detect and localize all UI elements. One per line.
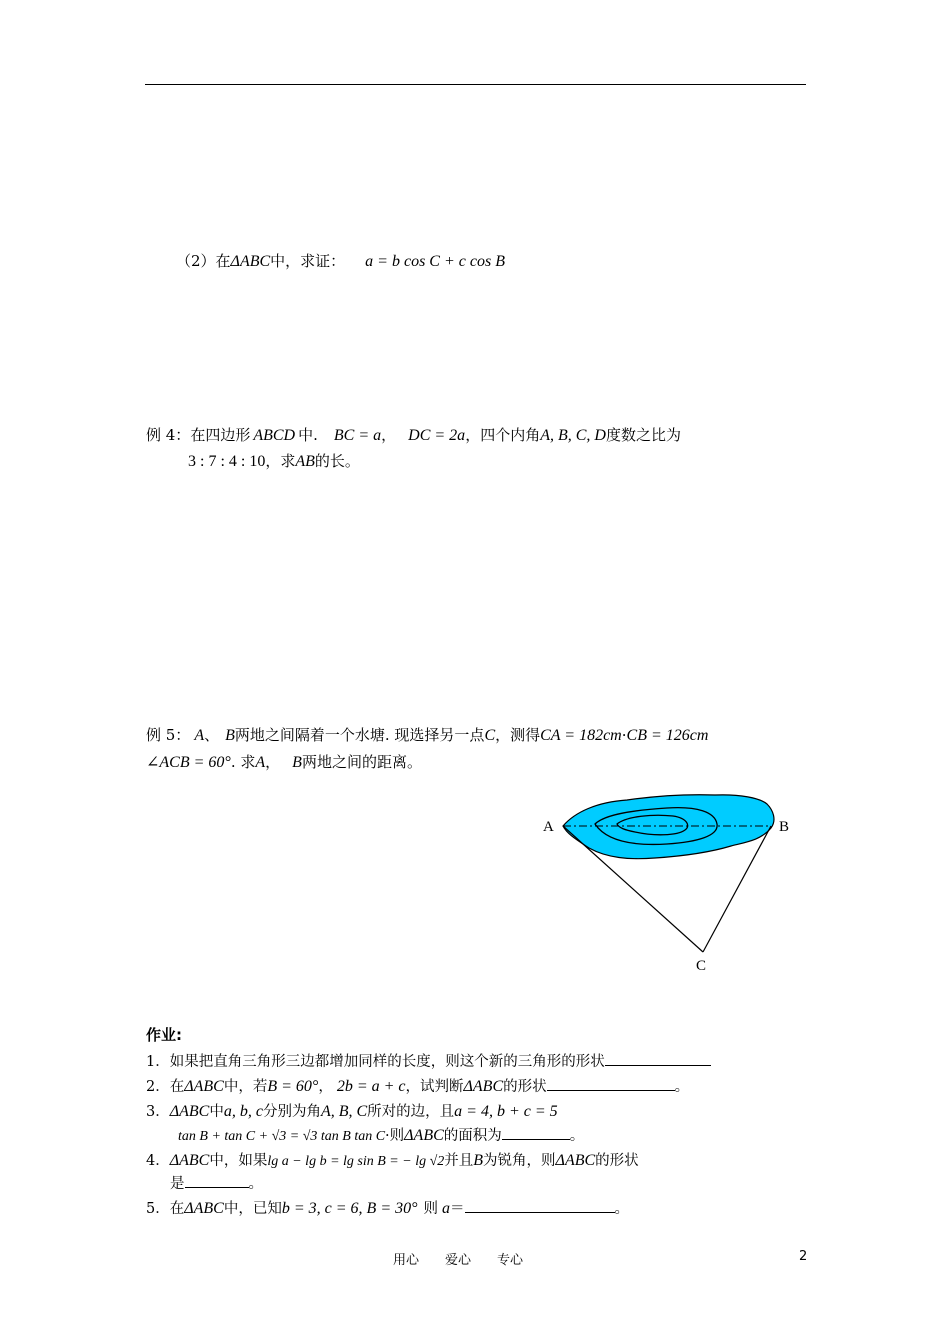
ex4-text: 的长。 bbox=[314, 452, 360, 470]
ex5-line1 bbox=[146, 724, 708, 745]
homework-title: 作业: bbox=[146, 1026, 182, 1044]
pond-shape bbox=[563, 795, 774, 859]
ex5-dot: · bbox=[621, 726, 627, 744]
ex5-label: 例 5： bbox=[146, 726, 191, 744]
figure-label-b: B bbox=[779, 819, 790, 835]
hw-q4-text: 为锐角，则 bbox=[483, 1153, 556, 1169]
hw-q4-triangle: ΔABC bbox=[555, 1152, 596, 1169]
ex4-line2 bbox=[188, 450, 360, 471]
hw-q2-num: 2． bbox=[146, 1079, 170, 1095]
ex5-point-a: A bbox=[194, 727, 205, 744]
hw-q3-angles: A, B, C bbox=[320, 1103, 368, 1120]
hw-q5-end: 。 bbox=[614, 1201, 630, 1217]
hw-q2-text: ，试判断 bbox=[405, 1079, 464, 1095]
hw-q3-text: 所对的边，且 bbox=[367, 1104, 455, 1120]
hw-q2-end: 。 bbox=[674, 1079, 690, 1095]
hw-q1-blank[interactable] bbox=[605, 1050, 711, 1066]
hw-q3-end: 。 bbox=[569, 1128, 585, 1144]
ex5-text: 、 bbox=[204, 726, 220, 744]
hw-q2-eq: 2b = a + c bbox=[336, 1078, 406, 1095]
hw-q4-line1 bbox=[146, 1149, 639, 1170]
ex4-ab: AB bbox=[295, 453, 315, 470]
hw-q5-text: 中，已知 bbox=[223, 1201, 282, 1217]
hw-q2-sep: ， bbox=[318, 1079, 333, 1095]
footer-motto bbox=[393, 1249, 523, 1268]
ex5-ca: CA = 182cm bbox=[540, 727, 622, 744]
ex5-point-b: B bbox=[292, 754, 302, 771]
ex5-line2 bbox=[146, 751, 422, 772]
hw-q3-triangle: ΔABC bbox=[404, 1127, 444, 1144]
hw-q3-num: 3． bbox=[146, 1104, 170, 1120]
part2-formula: a = b cos C + c cos B bbox=[365, 253, 505, 270]
ex4-bc: BC = a bbox=[333, 427, 382, 444]
ex4-text: ，求 bbox=[265, 452, 296, 470]
ex5-angle: ∠ACB = 60° bbox=[146, 754, 231, 771]
hw-q3-blank[interactable] bbox=[502, 1124, 570, 1140]
hw-q2-text: 在 bbox=[169, 1079, 185, 1095]
ex4-text: ，四个内角 bbox=[465, 426, 541, 444]
hw-q5-text: 则 bbox=[423, 1201, 439, 1217]
part2-triangle: ΔABC bbox=[230, 253, 271, 270]
hw-q4-line2 bbox=[170, 1172, 263, 1193]
ex5-text: ， bbox=[265, 753, 281, 771]
ex4-text: 中. bbox=[298, 426, 318, 444]
hw-q4-text: 的形状 bbox=[595, 1153, 639, 1169]
hw-q3-line2 bbox=[178, 1124, 584, 1145]
hw-q3-eq: tan B + tan C + √3 = √3 tan B tan C bbox=[178, 1129, 386, 1144]
ex5-point-c: C bbox=[484, 727, 496, 744]
hw-q3-line1 bbox=[146, 1100, 558, 1121]
hw-q5-blank[interactable] bbox=[465, 1197, 615, 1213]
ex4-angles: A, B, C, D bbox=[540, 427, 606, 444]
ex5-text: 两地之间的距离。 bbox=[301, 753, 422, 771]
footer-motto-2: 爱心 bbox=[445, 1253, 472, 1268]
hw-q5-a: a bbox=[442, 1200, 451, 1217]
hw-q2 bbox=[146, 1075, 689, 1096]
hw-q4-end: 。 bbox=[248, 1176, 263, 1192]
hw-q3-triangle: ΔABC bbox=[169, 1103, 210, 1120]
ex4-line1 bbox=[146, 424, 681, 445]
ex5-point-a: A bbox=[255, 754, 266, 771]
part2-line bbox=[176, 250, 505, 271]
hw-q4-triangle: ΔABC bbox=[169, 1152, 210, 1169]
hw-q2-angle: B = 60° bbox=[267, 1078, 319, 1095]
ex4-dc: DC = 2a bbox=[408, 427, 466, 444]
figure-label-a: A bbox=[543, 819, 554, 835]
hw-q2-triangle: ΔABC bbox=[184, 1078, 224, 1095]
ex4-sep: ， bbox=[381, 426, 397, 444]
hw-q4-angle: B bbox=[473, 1152, 484, 1169]
ex4-quad: ABCD bbox=[253, 427, 296, 444]
ex4-ratio: 3 : 7 : 4 : 10 bbox=[188, 453, 266, 470]
ex4-text: 在四边形 bbox=[190, 426, 251, 444]
ex5-text: . 求 bbox=[230, 753, 256, 771]
hw-q3-text: 分别为角 bbox=[262, 1104, 321, 1120]
hw-q2-text: 中，若 bbox=[223, 1079, 268, 1095]
hw-q5-cond: b = 3, c = 6, B = 30° bbox=[281, 1200, 418, 1217]
hw-q5-text: 在 bbox=[169, 1201, 185, 1217]
hw-q4-text: 并且 bbox=[444, 1153, 474, 1169]
ex5-text: ，测得 bbox=[495, 726, 541, 744]
ex4-text: 度数之比为 bbox=[605, 426, 681, 444]
footer-motto-1: 用心 bbox=[393, 1253, 420, 1268]
hw-q1-text: 如果把直角三角形三边都增加同样的长度，则这个新的三角形的形状 bbox=[169, 1054, 605, 1070]
pond-figure bbox=[535, 790, 805, 975]
hw-q4-num: 4． bbox=[146, 1153, 170, 1169]
ex4-label: 例 4： bbox=[146, 426, 191, 444]
hw-q1 bbox=[146, 1050, 711, 1071]
footer-motto-3: 专心 bbox=[497, 1253, 524, 1268]
hw-q5 bbox=[146, 1197, 629, 1218]
hw-q1-num: 1． bbox=[146, 1054, 170, 1070]
ex5-point-b: B bbox=[225, 727, 235, 744]
hw-q2-blank[interactable] bbox=[547, 1075, 675, 1091]
header-rule bbox=[145, 84, 806, 85]
hw-q5-num: 5． bbox=[146, 1201, 170, 1217]
hw-q2-triangle: ΔABC bbox=[463, 1078, 504, 1095]
hw-q2-text: 的形状 bbox=[503, 1079, 547, 1095]
hw-q3-text: ·则 bbox=[385, 1128, 405, 1144]
figure-label-c: C bbox=[696, 958, 707, 974]
hw-q5-triangle: ΔABC bbox=[184, 1200, 224, 1217]
part2-mid: 中，求证： bbox=[270, 252, 346, 270]
hw-q3-cond: a = 4, b + c = 5 bbox=[454, 1103, 558, 1120]
hw-q3-sides: a, b, c bbox=[223, 1103, 263, 1120]
hw-q4-text: 中，如果 bbox=[209, 1153, 268, 1169]
page-number: 2 bbox=[799, 1249, 808, 1264]
hw-q4-blank[interactable] bbox=[185, 1172, 249, 1188]
part2-label: （2）在 bbox=[176, 252, 231, 270]
hw-q4-eq: lg a − lg b = lg sin B = − lg √2 bbox=[267, 1154, 445, 1169]
ex5-text: 两地之间隔着一个水塘. 现选择另一点 bbox=[234, 726, 485, 744]
hw-q4-text: 是 bbox=[170, 1176, 185, 1192]
hw-q3-text: 的面积为 bbox=[443, 1128, 502, 1144]
hw-q3-text: 中 bbox=[209, 1104, 224, 1120]
hw-q5-eq: ＝ bbox=[450, 1201, 465, 1217]
ex5-cb: CB = 126cm bbox=[626, 727, 709, 744]
